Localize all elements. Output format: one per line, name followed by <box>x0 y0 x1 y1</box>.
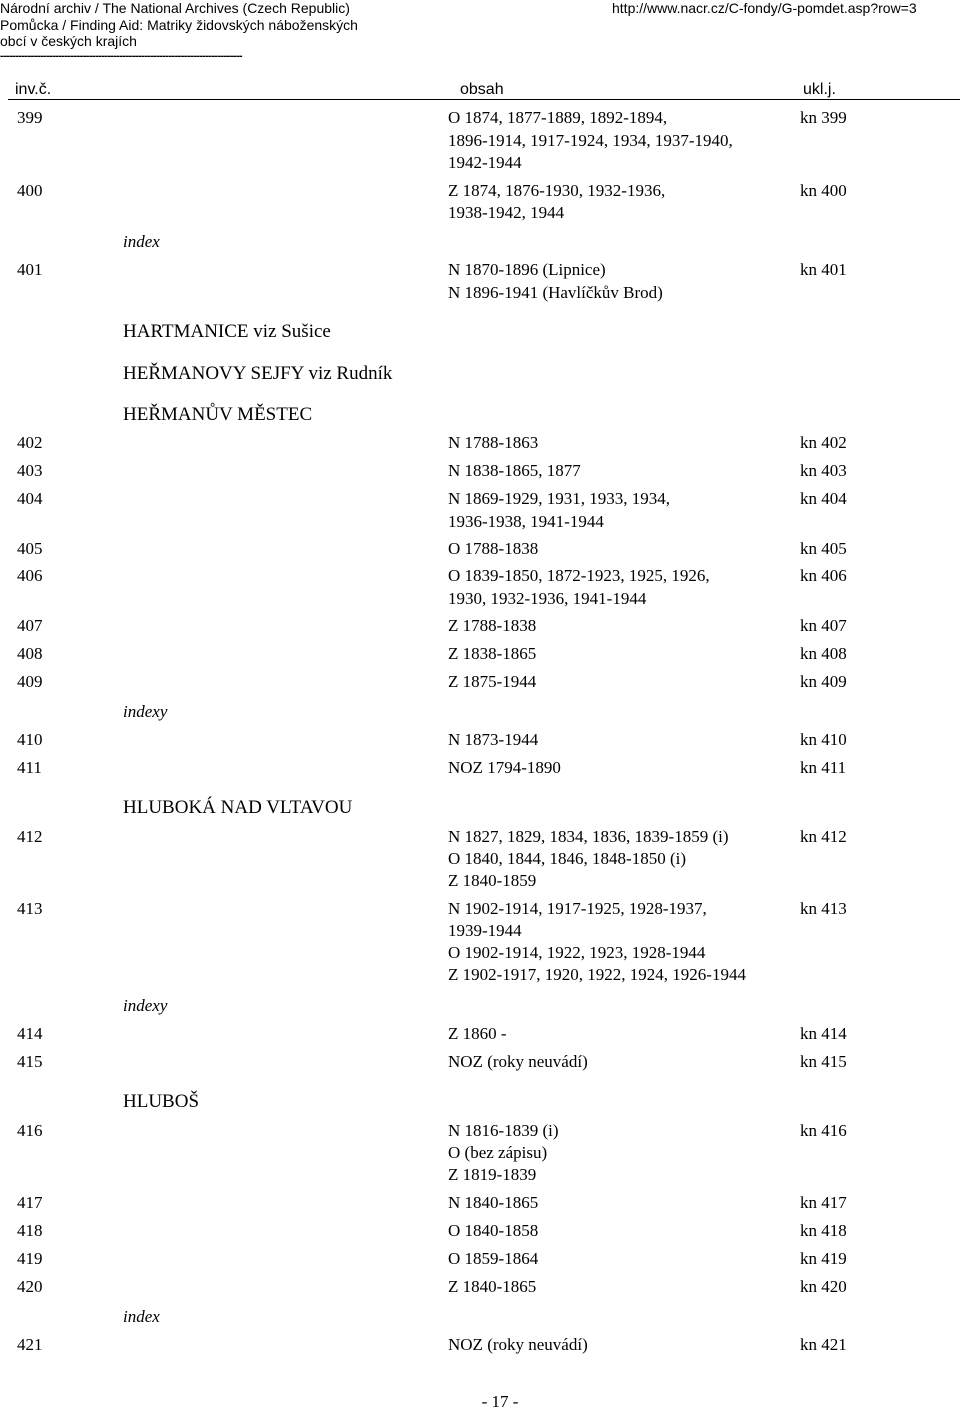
storage-unit: kn 412 <box>800 827 847 846</box>
content-line: O 1840-1858 <box>448 1221 539 1240</box>
finding-aid-subtitle: obcí v českých krajích <box>0 33 137 49</box>
content-line: Z 1902-1917, 1920, 1922, 1924, 1926-1944 <box>448 965 746 984</box>
index-note: indexy <box>123 702 168 721</box>
content-line: 1939-1944 <box>448 921 522 940</box>
inv-number: 402 <box>17 433 43 452</box>
storage-unit: kn 405 <box>800 539 847 558</box>
column-heading-inv: inv.č. <box>15 81 52 98</box>
storage-unit: kn 399 <box>800 108 847 127</box>
inv-number: 414 <box>17 1024 43 1043</box>
content-line: 1930, 1932-1936, 1941-1944 <box>448 589 647 608</box>
storage-unit: kn 415 <box>800 1052 847 1071</box>
storage-unit: kn 417 <box>800 1193 847 1212</box>
content-line: N 1873-1944 <box>448 730 539 749</box>
content-line: Z 1840-1859 <box>448 871 537 890</box>
storage-unit: kn 409 <box>800 672 847 691</box>
column-heading-ukl: ukl.j. <box>803 81 836 98</box>
index-note: indexy <box>123 996 168 1015</box>
inv-number: 420 <box>17 1277 43 1296</box>
storage-unit: kn 421 <box>800 1335 847 1354</box>
inv-number: 419 <box>17 1249 43 1268</box>
storage-unit: kn 401 <box>800 260 847 279</box>
inv-number: 418 <box>17 1221 43 1240</box>
source-url: http://www.nacr.cz/C-fondy/G-pomdet.asp?row=3 <box>612 0 917 16</box>
inv-number: 400 <box>17 181 43 200</box>
column-heading-obsah: obsah <box>460 81 504 98</box>
content-line: O 1839-1850, 1872-1923, 1925, 1926, <box>448 566 710 585</box>
storage-unit: kn 414 <box>800 1024 847 1043</box>
inv-number: 415 <box>17 1052 43 1071</box>
content-line: 1936-1938, 1941-1944 <box>448 512 604 531</box>
content-line: O (bez zápisu) <box>448 1143 548 1162</box>
storage-unit: kn 411 <box>800 758 847 777</box>
content-line: Z 1860 - <box>448 1024 507 1043</box>
storage-unit: kn 416 <box>800 1121 847 1140</box>
storage-unit: kn 403 <box>800 461 847 480</box>
inv-number: 408 <box>17 644 43 663</box>
inv-number: 399 <box>17 108 43 127</box>
page-number: - 17 - <box>481 1392 519 1411</box>
content-line: N 1838-1865, 1877 <box>448 461 581 480</box>
content-line: 1942-1944 <box>448 153 522 172</box>
inv-number: 416 <box>17 1121 43 1140</box>
storage-unit: kn 404 <box>800 489 847 508</box>
storage-unit: kn 400 <box>800 181 847 200</box>
content-line: N 1816-1839 (i) <box>448 1121 559 1140</box>
header-rule <box>8 99 960 100</box>
content-line: N 1869-1929, 1931, 1933, 1934, <box>448 489 670 508</box>
section-heading: HARTMANICE viz Sušice <box>123 321 331 342</box>
storage-unit: kn 407 <box>800 616 847 635</box>
content-line: Z 1840-1865 <box>448 1277 537 1296</box>
content-line: N 1902-1914, 1917-1925, 1928-1937, <box>448 899 707 918</box>
content-line: NOZ (roky neuvádí) <box>448 1335 588 1354</box>
inv-number: 407 <box>17 616 43 635</box>
content-line: N 1827, 1829, 1834, 1836, 1839-1859 (i) <box>448 827 729 846</box>
header-dashes: ------------------------------------------------------------------------------- <box>0 50 242 62</box>
storage-unit: kn 408 <box>800 644 847 663</box>
section-heading: HEŘMANŮV MĚSTEC <box>123 404 313 425</box>
content-line: Z 1838-1865 <box>448 644 537 663</box>
section-heading: HLUBOKÁ NAD VLTAVOU <box>123 797 353 818</box>
archive-title: Národní archiv / The National Archives (Czech Republic) <box>0 0 350 16</box>
inv-number: 410 <box>17 730 43 749</box>
content-line: Z 1874, 1876-1930, 1932-1936, <box>448 181 666 200</box>
content-line: O 1788-1838 <box>448 539 539 558</box>
inv-number: 406 <box>17 566 43 585</box>
storage-unit: kn 418 <box>800 1221 847 1240</box>
content-line: O 1859-1864 <box>448 1249 539 1268</box>
inv-number: 413 <box>17 899 43 918</box>
storage-unit: kn 420 <box>800 1277 847 1296</box>
content-line: O 1840, 1844, 1846, 1848-1850 (i) <box>448 849 686 868</box>
content-line: 1896-1914, 1917-1924, 1934, 1937-1940, <box>448 131 733 150</box>
inv-number: 421 <box>17 1335 43 1354</box>
inv-number: 403 <box>17 461 43 480</box>
content-line: Z 1819-1839 <box>448 1165 537 1184</box>
storage-unit: kn 413 <box>800 899 847 918</box>
content-line: N 1896-1941 (Havlíčkův Brod) <box>448 283 663 302</box>
index-note: index <box>123 1307 160 1326</box>
inv-number: 404 <box>17 489 43 508</box>
storage-unit: kn 419 <box>800 1249 847 1268</box>
inv-number: 405 <box>17 539 43 558</box>
storage-unit: kn 406 <box>800 566 847 585</box>
content-line: N 1840-1865 <box>448 1193 539 1212</box>
index-note: index <box>123 232 160 251</box>
inv-number: 417 <box>17 1193 43 1212</box>
content-line: O 1874, 1877-1889, 1892-1894, <box>448 108 668 127</box>
inv-number: 412 <box>17 827 43 846</box>
content-line: 1938-1942, 1944 <box>448 203 565 222</box>
section-heading: HEŘMANOVY SEJFY viz Rudník <box>123 363 393 384</box>
inv-number: 411 <box>17 758 42 777</box>
finding-aid-title: Pomůcka / Finding Aid: Matriky židovských náboženských <box>0 17 358 33</box>
inv-number: 409 <box>17 672 43 691</box>
content-line: N 1870-1896 (Lipnice) <box>448 260 606 279</box>
content-line: Z 1875-1944 <box>448 672 537 691</box>
content-line: NOZ 1794-1890 <box>448 758 561 777</box>
content-line: Z 1788-1838 <box>448 616 537 635</box>
storage-unit: kn 402 <box>800 433 847 452</box>
inv-number: 401 <box>17 260 43 279</box>
storage-unit: kn 410 <box>800 730 847 749</box>
content-line: N 1788-1863 <box>448 433 539 452</box>
content-line: NOZ (roky neuvádí) <box>448 1052 588 1071</box>
content-line: O 1902-1914, 1922, 1923, 1928-1944 <box>448 943 706 962</box>
section-heading: HLUBOŠ <box>123 1091 200 1112</box>
